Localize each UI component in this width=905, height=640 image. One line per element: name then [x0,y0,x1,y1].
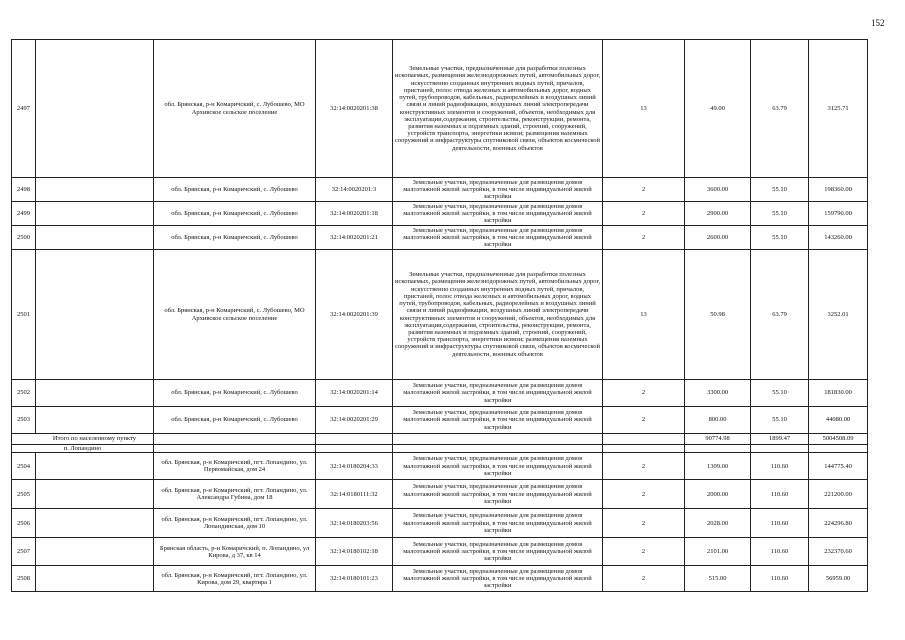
table-row [12,407,868,434]
land-use-description-cell: Земельные участки, предназначенные для размещения домов малоэтажной жилой застройки, в том числе индивидуальной жилой застройки [393,202,603,226]
table-row [12,40,868,178]
cadastral-number-cell: 32:14:0180101:23 [316,566,393,592]
locality-cell [36,380,154,407]
group-cell: 2 [603,226,685,250]
land-use-description-cell: Земельные участки, предназначенные для размещения домов малоэтажной жилой застройки, в том числе индивидуальной жилой застройки [393,178,603,202]
land-use-description-cell: Земельные участки, предназначенные для размещения домов малоэтажной жилой застройки, в том числе индивидуальной жилой застройки [393,538,603,566]
land-use-description-cell: Земельные участки, предназначенные для разработки полезных ископаемых, размещения железнодорожных путей, автомобильных дорог, искусственно созданных внутренних водных путей, причалов, пристаней, полос отвода железных и автомобильных дорог, водных путей, трубопроводов, кабельных, радиорелейных и воздушных линий связи и линий радиофикации, воздушных линий электропередачи конструктивных элементов и сооружений, объектов, необходимых для эксплуатации,содержания, строительства, реконструкции, ремонта, развития наземных и подземных зданий, строений, сооружений, устройств транспорта, энергетики исвязи; размещения наземных сооружений и инфраструктуры спутниковой связи, объектов космической деятельности, военных объектов [393,40,603,178]
locality-cell [36,407,154,434]
area-cell: 2900.00 [685,202,751,226]
locality-cell [36,453,154,480]
group-cell: 2 [603,202,685,226]
empty-cell [685,445,751,453]
cadastral-number-cell: 32:14:0020201:21 [316,226,393,250]
row-number: 2498 [12,178,36,202]
total-area-cell: 90774.98 [685,434,751,445]
address-cell: обл. Брянская, р-н Комаричский, пгт. Лопандино, ул. Александра Губина, дом 18 [154,480,316,509]
group-cell: 2 [603,178,685,202]
land-use-description-cell: Земельные участки, предназначенные для размещения домов малоэтажной жилой застройки, в том числе индивидуальной жилой застройки [393,226,603,250]
empty-cell [603,445,685,453]
rate-cell: 110.60 [751,509,809,538]
row-number: 2502 [12,380,36,407]
cadastral-number-cell: 32:14:0020201:39 [316,250,393,380]
cadastral-number-cell: 32:14:0020201:18 [316,202,393,226]
table-row [12,538,868,566]
rate-cell: 63.79 [751,250,809,380]
group-cell: 2 [603,453,685,480]
cadastral-number-cell: 32:14:0180204:33 [316,453,393,480]
address-cell: обл. Брянская, р-н Комаричский, с. Лубошево [154,380,316,407]
page-number: 152 [871,18,885,28]
locality-cell [36,226,154,250]
table-row [12,509,868,538]
total-rate-cell: 1899.47 [751,434,809,445]
land-use-description-cell: Земельные участки, предназначенные для размещения домов малоэтажной жилой застройки, в том числе индивидуальной жилой застройки [393,453,603,480]
cadastral-value-cell: 143260.00 [809,226,868,250]
locality-cell [36,480,154,509]
empty-cell [316,445,393,453]
cadastral-value-cell: 3125.71 [809,40,868,178]
area-cell: 49.00 [685,40,751,178]
table-row [12,178,868,202]
cadastral-value-cell: 44080.00 [809,407,868,434]
land-use-description-cell: Земельные участки, предназначенные для размещения домов малоэтажной жилой застройки, в том числе индивидуальной жилой застройки [393,480,603,509]
cadastral-number-cell: 32:14:0180102:18 [316,538,393,566]
area-cell: 515.00 [685,566,751,592]
cadastral-number-cell: 32:14:0020201:3 [316,178,393,202]
empty-cell [154,445,316,453]
rate-cell: 110.60 [751,538,809,566]
table-row [12,480,868,509]
group-cell: 13 [603,40,685,178]
land-use-description-cell: Земельные участки, предназначенные для размещения домов малоэтажной жилой застройки, в том числе индивидуальной жилой застройки [393,566,603,592]
rate-cell: 55.10 [751,202,809,226]
land-use-description-cell: Земельные участки, предназначенные для разработки полезных ископаемых, размещения железнодорожных путей, автомобильных дорог, искусственно созданных внутренних водных путей, причалов, пристаней, полос отвода железных и автомобильных дорог, водных путей, трубопроводов, кабельных, радиорелейных и воздушных линий связи и линий радиофикации, воздушных линий электропередачи конструктивных элементов и сооружений, объектов, необходимых для эксплуатации,содержания, строительства, реконструкции, ремонта, развития наземных и подземных зданий, строений, сооружений, устройств транспорта, энергетики исвязи; размещения наземных сооружений и инфраструктуры спутниковой связи, объектов космической деятельности, военных объектов [393,250,603,380]
address-cell: обл. Брянская, р-н Комаричский, с. Лубошево, МО Архивское сельское поселение [154,40,316,178]
empty-cell [316,434,393,445]
group-cell: 13 [603,250,685,380]
cadastral-number-cell: 32:14:0020201:29 [316,407,393,434]
table-row [12,226,868,250]
table-row [12,453,868,480]
locality-label: п. Лопандино [12,445,154,453]
area-cell: 800.00 [685,407,751,434]
locality-cell [36,509,154,538]
cadastral-value-cell: 181830.00 [809,380,868,407]
locality-row [12,445,868,453]
table-row [12,566,868,592]
cadastral-value-cell: 3252.01 [809,250,868,380]
locality-cell [36,250,154,380]
total-row [12,434,868,445]
empty-cell [393,434,603,445]
empty-cell [603,434,685,445]
rate-cell: 110.60 [751,453,809,480]
group-cell: 2 [603,509,685,538]
address-cell: обл. Брянская, р-н Комаричский, пгт. Лопандино, ул. Первомайская, дом 24 [154,453,316,480]
area-cell: 3600.00 [685,178,751,202]
rate-cell: 55.10 [751,380,809,407]
row-number: 2507 [12,538,36,566]
cadastral-number-cell: 32:14:0180203:56 [316,509,393,538]
area-cell: 2028.00 [685,509,751,538]
table-row [12,250,868,380]
locality-cell [36,40,154,178]
cadastral-value-cell: 56959.00 [809,566,868,592]
area-cell: 2101.00 [685,538,751,566]
cadastral-value-table [11,39,868,592]
empty-cell [393,445,603,453]
address-cell: Брянская область, р-н Комаричский, п. Лопандино, ул Кирова, д 37, кв 14 [154,538,316,566]
rate-cell: 110.60 [751,566,809,592]
area-cell: 2600.00 [685,226,751,250]
area-cell: 50.98 [685,250,751,380]
cadastral-number-cell: 32:14:0020201:38 [316,40,393,178]
rate-cell: 63.79 [751,40,809,178]
address-cell: обл. Брянская, р-н Комаричский, с. Лубошево [154,178,316,202]
locality-cell [36,566,154,592]
cadastral-value-cell: 221200.00 [809,480,868,509]
group-cell: 2 [603,407,685,434]
row-number: 2497 [12,40,36,178]
rate-cell: 55.10 [751,226,809,250]
row-number: 2506 [12,509,36,538]
table-row [12,380,868,407]
locality-cell [36,178,154,202]
address-cell: обл. Брянская, р-н Комаричский, с. Лубошево, МО Архивское сельское поселение [154,250,316,380]
group-cell: 2 [603,480,685,509]
address-cell: обл. Брянская, р-н Комаричский, пгт. Лопандино, ул. Лопандинская, дом 10 [154,509,316,538]
total-label: Итого по населенному пункту [12,434,154,445]
address-cell: обл. Брянская, р-н Комаричский, пгт. Лопандино, ул. Кирова, дом 29, квартира 1 [154,566,316,592]
cadastral-value-cell: 232370.60 [809,538,868,566]
land-use-description-cell: Земельные участки, предназначенные для размещения домов малоэтажной жилой застройки, в том числе индивидуальной жилой застройки [393,380,603,407]
land-use-description-cell: Земельные участки, предназначенные для размещения домов малоэтажной жилой застройки, в том числе индивидуальной жилой застройки [393,509,603,538]
land-use-description-cell: Земельные участки, предназначенные для размещения домов малоэтажной жилой застройки, в том числе индивидуальной жилой застройки [393,407,603,434]
row-number: 2500 [12,226,36,250]
cadastral-value-cell: 159790.00 [809,202,868,226]
address-cell: обл. Брянская, р-н Комаричский, с. Лубошево [154,407,316,434]
row-number: 2504 [12,453,36,480]
area-cell: 1309.00 [685,453,751,480]
area-cell: 3300.00 [685,380,751,407]
cadastral-value-cell: 224296.80 [809,509,868,538]
cadastral-value-cell: 144775.40 [809,453,868,480]
row-number: 2508 [12,566,36,592]
empty-cell [751,445,809,453]
locality-cell [36,538,154,566]
group-cell: 2 [603,380,685,407]
total-value-cell: 5004508.09 [809,434,868,445]
empty-cell [809,445,868,453]
area-cell: 2000.00 [685,480,751,509]
address-cell: обл. Брянская, р-н Комаричский, с. Лубошево [154,202,316,226]
cadastral-number-cell: 32:14:0180111:32 [316,480,393,509]
row-number: 2501 [12,250,36,380]
empty-cell [154,434,316,445]
locality-cell [36,202,154,226]
address-cell: обл. Брянская, р-н Комаричский, с. Лубошево [154,226,316,250]
row-number: 2505 [12,480,36,509]
row-number: 2503 [12,407,36,434]
group-cell: 2 [603,566,685,592]
group-cell: 2 [603,538,685,566]
cadastral-value-cell: 198360.00 [809,178,868,202]
table-row [12,202,868,226]
rate-cell: 55.10 [751,407,809,434]
row-number: 2499 [12,202,36,226]
rate-cell: 55.10 [751,178,809,202]
cadastral-number-cell: 32:14:0020201:14 [316,380,393,407]
rate-cell: 110.60 [751,480,809,509]
